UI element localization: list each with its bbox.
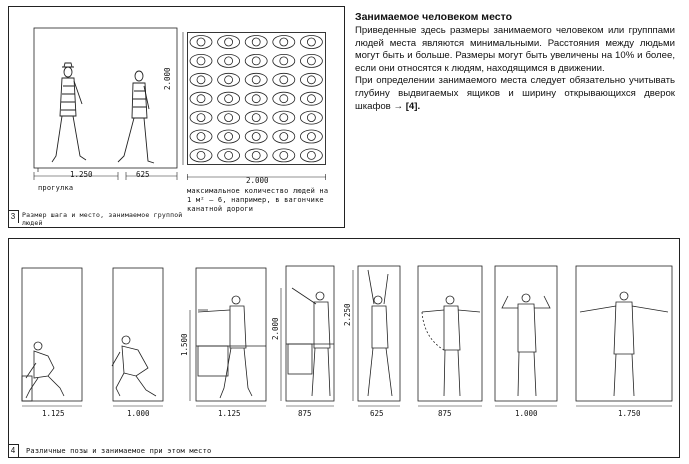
- crowd-grid: [187, 32, 337, 172]
- person-top-view: [273, 36, 295, 49]
- person-top-view: [245, 149, 267, 162]
- person-top-view: [190, 149, 212, 162]
- pose-8-width: 1.750: [618, 409, 641, 418]
- person-top-view: [300, 73, 322, 86]
- stride-dimension: 1.250: [70, 170, 93, 179]
- person-top-view: [273, 73, 295, 86]
- person-top-view: [218, 111, 240, 124]
- walking-illustration: [8, 6, 188, 228]
- person-top-view: [190, 36, 212, 49]
- standing-dimension: 625: [136, 170, 150, 179]
- person-top-view: [218, 36, 240, 49]
- crowd-note: максимальное количество людей на 1 м² – 6, например, в вагончике канатной дороги: [187, 187, 329, 213]
- figure-4-number: 4: [8, 444, 19, 458]
- person-top-view: [218, 130, 240, 143]
- height-2000: 2.000: [271, 317, 280, 340]
- pose-6-width: 875: [438, 409, 452, 418]
- height-2250: 2.250: [343, 303, 352, 326]
- person-top-view: [273, 149, 295, 162]
- figure-3-number: 3: [8, 210, 19, 223]
- poses-illustration: [8, 238, 680, 458]
- person-top-view: [190, 54, 212, 67]
- crowd-width-dimension: 2.000: [246, 176, 269, 185]
- person-top-view: [300, 36, 322, 49]
- person-top-view: [273, 130, 295, 143]
- height-1500: 1.500: [180, 333, 189, 356]
- person-top-view: [245, 36, 267, 49]
- person-top-view: [273, 111, 295, 124]
- person-top-view: [218, 73, 240, 86]
- figure-4-caption: Различные позы и занимаемое при этом место: [26, 447, 212, 455]
- person-top-view: [245, 54, 267, 67]
- person-top-view: [190, 111, 212, 124]
- person-top-view: [245, 73, 267, 86]
- person-top-view: [273, 54, 295, 67]
- pose-1-width: 1.125: [42, 409, 65, 418]
- article-body: [355, 25, 675, 113]
- person-top-view: [190, 92, 212, 105]
- pose-4-width: 875: [298, 409, 312, 418]
- person-top-view: [273, 92, 295, 105]
- person-top-view: [218, 149, 240, 162]
- person-top-view: [218, 54, 240, 67]
- figure-3-caption: Размер шага и место, занимаемое группой людей: [22, 211, 183, 227]
- person-top-view: [190, 73, 212, 86]
- person-top-view: [245, 111, 267, 124]
- article-paragraph-2: При определении занимаемого места следует обязательно учитывать глубину выдвигаемых ящиков и ширину открывающихся дверок шкафов → [4].: [355, 75, 675, 112]
- crowd-height-dimension-line: [180, 32, 186, 166]
- pose-2-width: 1.000: [127, 409, 150, 418]
- person-top-view: [300, 149, 322, 162]
- person-top-view: [190, 130, 212, 143]
- article-reference[interactable]: → [4].: [393, 100, 421, 112]
- person-top-view: [245, 130, 267, 143]
- pose-5-width: 625: [370, 409, 384, 418]
- pose-7-width: 1.000: [515, 409, 538, 418]
- person-top-view: [300, 92, 322, 105]
- person-top-view: [300, 130, 322, 143]
- person-top-view: [245, 92, 267, 105]
- crowd-height-dimension: 2.000: [163, 67, 172, 90]
- person-top-view: [300, 111, 322, 124]
- person-top-view: [218, 92, 240, 105]
- article-paragraph-1: Приведенные здесь размеры занимаемого человеком или групппами людей места являются минимальными. Расстояния между людьми могут быть и больше. Размеры могут быть увеличены на 10% и более, если они относятся к людям, находящимся в движении.: [355, 25, 675, 74]
- walk-label: прогулка: [38, 184, 74, 192]
- person-top-view: [300, 54, 322, 67]
- article-heading: Занимаемое человеком место: [355, 11, 513, 23]
- pose-3-width: 1.125: [218, 409, 241, 418]
